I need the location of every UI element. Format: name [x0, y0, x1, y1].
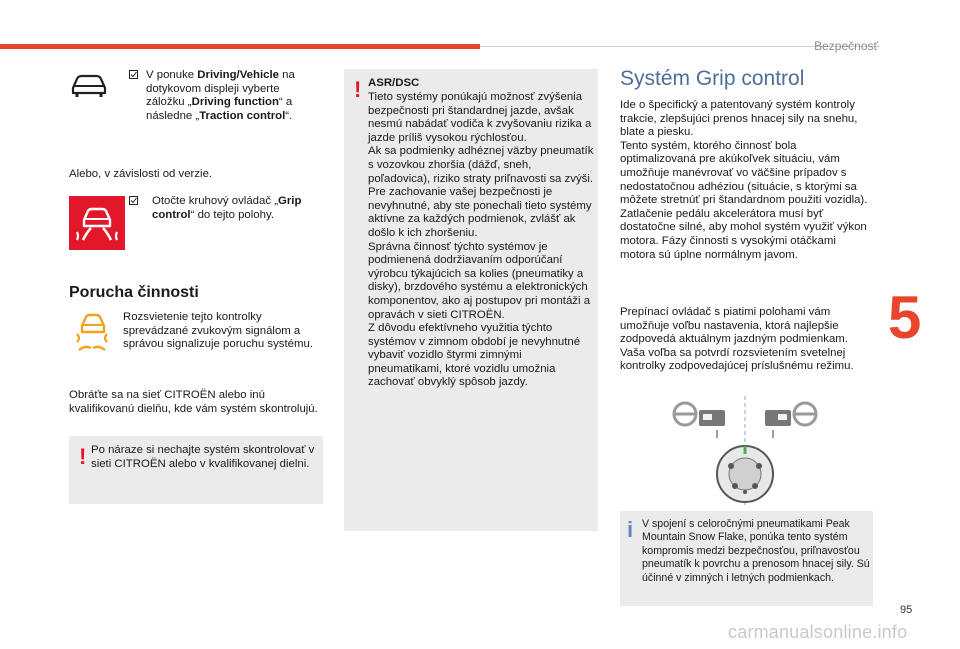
watermark: carmanualsonline.info — [728, 622, 908, 642]
step2-text: Otočte kruhový ovládač „Grip control“ do tejto polohy. — [152, 195, 302, 221]
step2-bullet-icon — [129, 196, 141, 210]
step1-bullet-icon — [129, 70, 141, 84]
header-accent-bar — [0, 44, 480, 49]
section-title: Bezpečnosť — [814, 39, 878, 53]
grip-control-title: Systém Grip control — [620, 67, 805, 90]
fault-description: Rozsvietenie tejto kontrolky sprevádzané zvukovým signálom a správou signalizuje poruchu systému. — [123, 311, 313, 351]
asr-dsc-body: Tieto systémy ponúkajú možnosť zvýšenia bezpečnosti pri štandardnej jazde, avšak nesmú nabádať vodiča k zvyšovaniu rizika a jazde príliš vysokou rýchlosťou. Ak sa podmienky adhéznej väzby pneumatík s vozovkou zhoršia (dážď, sneh, poľadovica), riziko straty priľnavosti sa zvýši. Pre zachovanie vašej bezpečnosti je nevyhnutné, aby ste ponechali tieto systémy aktívne za každých podmienok, zvlášť ak došlo k ich zhoršeniu. Správna činnosť týchto systémov je podmienená dodržiavaním odporúčaní výrobcu týkajúcich sa kolies (pneumatiky a disky), brzdového systému a elektronických komponentov, ako aj postupov pri montáži a opravách v sieti CITROËN. Z dôvodu efektívneho využitia týchto systémov v zimnom období je nevyhnutné vybaviť vozidlo štyrmi zimnými pneumatikami, ktoré vozidlu umožnia zachovať obvyklý spôsob jazdy. — [368, 91, 594, 389]
info-note-text: V spojení s celoročnými pneumatikami Peak Mountain Snow Flake, ponúka tento systém kompromis medzi bezpečnosťou, priľnavosťou pneumatík k povrchu a prenosom hnacej sily. Sú účinné v zimných i letných podmienkach. — [642, 518, 870, 584]
all-season-tyres-info-box — [620, 511, 873, 606]
page-number: 95 — [900, 604, 913, 616]
warning-exclamation-icon: ! — [79, 444, 87, 469]
grip-control-icon — [69, 196, 125, 250]
grip-control-intro: Ide o špecifický a patentovaný systém kontroly trakcie, zlepšujúci prenos hnacej sily na snehu, blate a piesku. Tento systém, ktorého činnosť bola optimalizovaná pre akúkoľvek situáciu, vám umožňuje manévrovať vo väčšine prípadov s nedostatočnou adhéziou (situácie, s ktorými sa môžete stretnúť pri štandardnom použití vozidla). Zatlačenie pedálu akcelerátora musí byť dostatočne silné, aby mohol systém využiť výkon motora. Fázy činnosti s vysokými otáčkami motora sú úplne normálnym javom. — [620, 99, 868, 261]
chapter-number: 5 — [888, 284, 922, 351]
selector-description: Prepínací ovládač s piatimi polohami vám umožňuje voľbu nastavenia, ktorá najlepšie zodpovedá aktuálnym jazdným podmienkam. Vaša voľba sa potvrdí rozsvietením svetelnej kontrolky zodpovedajúcej príslušnému režimu. — [620, 306, 854, 373]
warning-exclamation-icon: ! — [354, 77, 362, 102]
car-menu-icon — [69, 68, 109, 100]
impact-warning-box — [69, 436, 323, 504]
step1-text: V ponuke Driving/Vehicle na dotykovom displeji vyberte záložku „Driving function“ a následne „Traction control“. — [146, 69, 295, 122]
grip-fault-warning-icon — [73, 312, 111, 354]
asr-dsc-title: ASR/DSC — [368, 77, 420, 89]
impact-warning-text: Po náraze si nechajte systém skontrolovať v sieti CITROËN alebo v kvalifikovanej dielni. — [91, 444, 315, 470]
alternative-text: Alebo, v závislosti od verzie. — [69, 168, 213, 180]
grip-control-diagram — [665, 396, 835, 506]
fault-heading: Porucha činnosti — [69, 284, 199, 301]
asr-dsc-warning-box — [344, 69, 598, 531]
contact-network-text: Obráťte sa na sieť CITROËN alebo inú kvalifikovanú dielňu, kde vám systém skontrolujú. — [69, 389, 318, 415]
info-icon: i — [627, 517, 634, 542]
